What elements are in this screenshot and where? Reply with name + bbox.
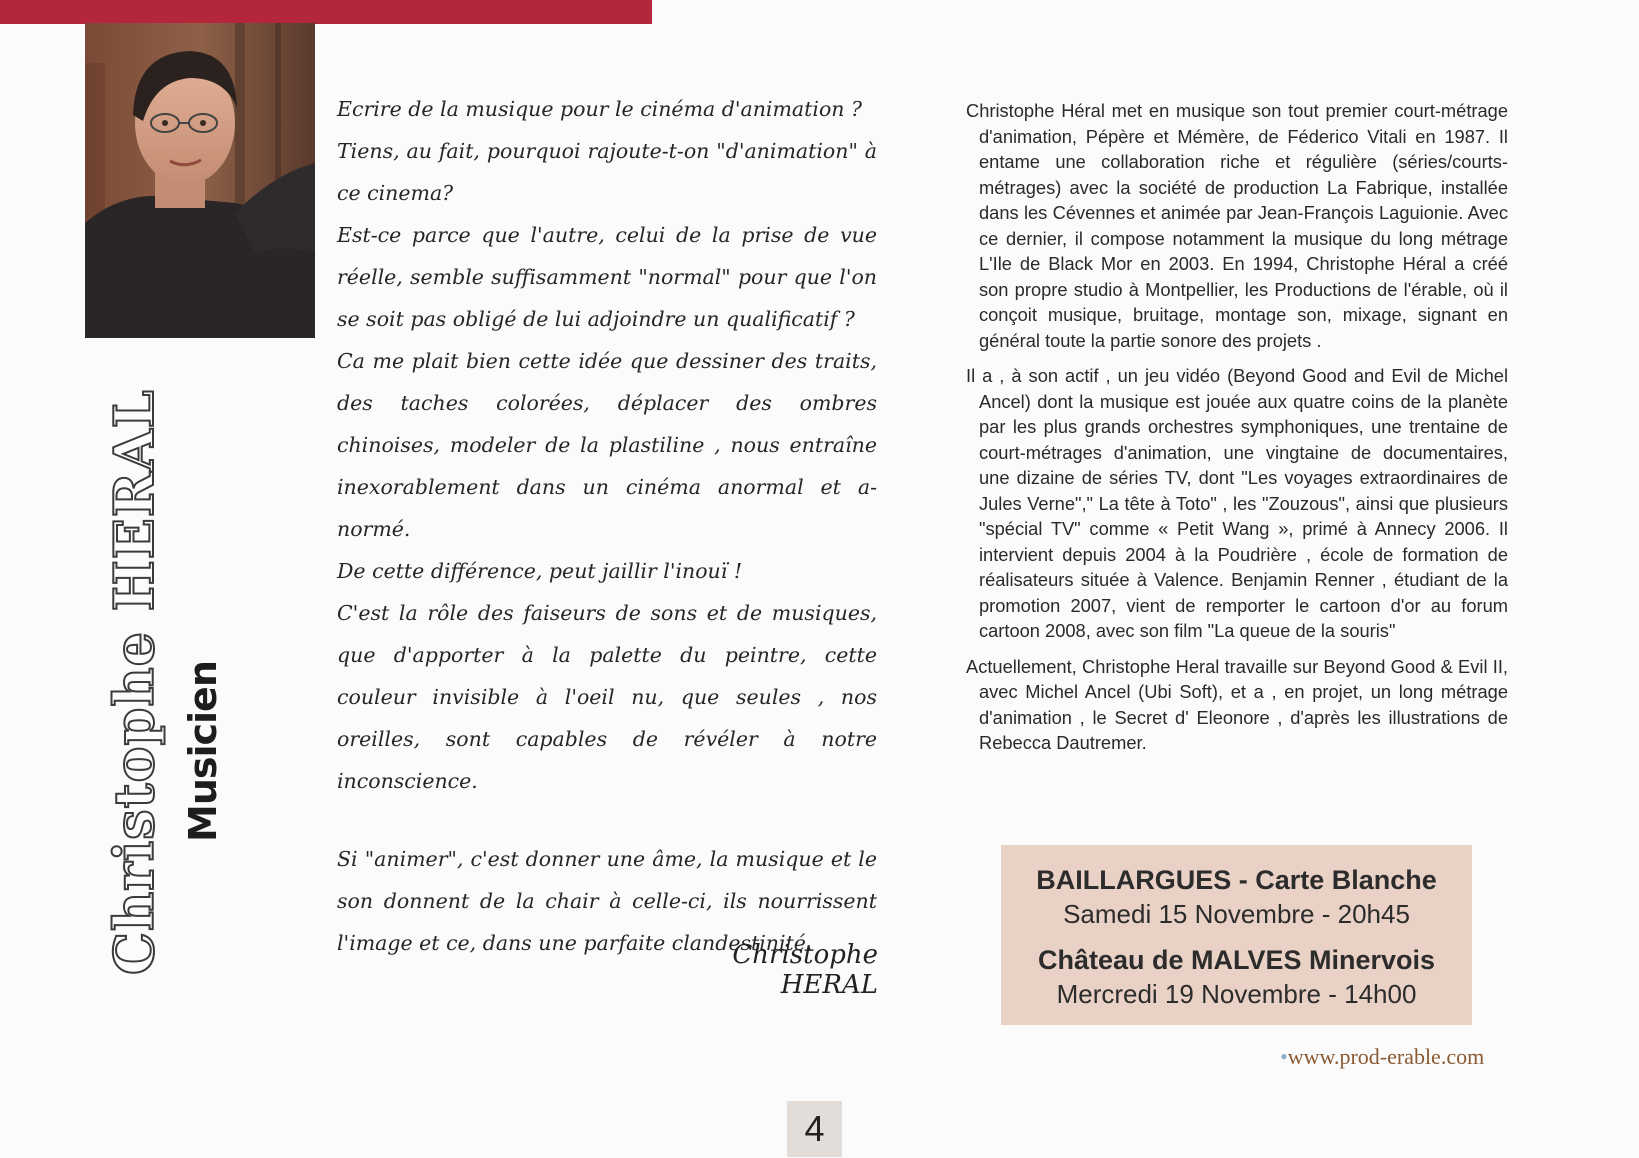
event-date: Samedi 15 Novembre - 20h45	[1063, 899, 1410, 929]
event-entry	[1001, 943, 1472, 1011]
portrait-photo	[85, 23, 315, 338]
event-entry	[1001, 863, 1472, 931]
bio-paragraph: Il a , à son actif , un jeu vidéo (Beyond Good and Evil de Michel Ancel) dont la musique est jouée aux quatre coins de la planète par les plus grands orchestres symphoniques, une trentaine de court-métrages d'animation, une vingtaine de documentaires, une dizaine de séries TV, dont "Les voyages extraordinaires de Jules Verne"," La tête à Toto" , les "Zouzous", ainsi que plusieurs "spécial TV" comme « Petit Wang », primé à Annecy 2006. Il intervient depuis 2004 à la Poudrière , école de formation de réalisateurs située à Valence. Benjamin Renner , étudiant de la promotion 2007, vient de remporter le cartoon d'or au forum cartoon 2008, avec son film "La queue de la souris"	[966, 365, 1508, 641]
bullet-icon: •	[1280, 1044, 1288, 1069]
portrait-photo-icon	[85, 23, 315, 338]
handwritten-quote	[337, 88, 877, 964]
quote-paragraph: C'est la rôle des faiseurs de sons et de musiques, que d'apporter à la palette du peintre, cette couleur invisible à l'oeil nu, que seules , nos oreilles, sont capables de révéler à notre inconscience.	[337, 601, 877, 793]
bio-paragraph: Actuellement, Christophe Heral travaille sur Beyond Good & Evil II, avec Michel Ancel (Ubi Soft), et a , en projet, un long métrage d'animation , le Secret d' Eleonore , d'après les illustrations de Rebecca Dautremer.	[966, 655, 1508, 753]
vertical-name: Christophe HERAL	[102, 389, 166, 975]
quote-paragraph: Ca me plait bien cette idée que dessiner des traits, des taches colorées, déplacer des ombres chinoises, modeler de la plastiline , nous entraîne inexorablement dans un cinéma anormal et a-normé.	[337, 349, 877, 541]
bio-paragraph: Christophe Héral met en musique son tout premier court-métrage d'animation, Pépère et Mémère, de Féderico Vitali en 1987. Il entame une collaboration riche et régulière (séries/courts-métrages) avec la société de production La Fabrique, installée dans les Cévennes et animée par Jean-François Laguionie. Avec ce dernier, il compose notamment la musique du long métrage L'Ile de Black Mor en 2003. En 1994, Christophe Héral a créé son propre studio à Montpellier, les Productions de l'érable, où il conçoit musique, bruitage, montage son, mixage, signant en général toute la partie sonore des projets .	[966, 100, 1508, 351]
event-date: Mercredi 19 Novembre - 14h00	[1056, 979, 1417, 1009]
quote-paragraph: Tiens, au fait, pourquoi rajoute-t-on "d'animation" à ce cinema?	[337, 139, 877, 205]
website-link[interactable]	[1280, 1044, 1530, 1070]
quote-paragraph: De cette différence, peut jaillir l'inouï !	[337, 559, 743, 583]
website-text[interactable]: www.prod-erable.com	[1287, 1044, 1485, 1069]
quote-paragraph: Est-ce parce que l'autre, celui de la prise de vue réelle, semble suffisamment "normal" pour que l'on se soit pas obligé de lui adjoindre un qualificatif ?	[337, 223, 877, 331]
vertical-title	[103, 330, 233, 975]
signature: Christophe HERAL	[732, 940, 878, 1000]
quote-paragraph: Si "animer", c'est donner une âme, la musique et le son donnent de la chair à celle-ci, ils nourrissent l'image et ce, dans une parfaite clandestinité.	[337, 847, 877, 955]
page-number: 4	[787, 1101, 842, 1157]
event-place: Château de MALVES Minervois	[1037, 945, 1436, 975]
quote-paragraph: Ecrire de la musique pour le cinéma d'animation ?	[337, 97, 862, 121]
top-accent-bar	[0, 0, 652, 24]
vertical-role: Musicien	[181, 661, 225, 842]
biography	[966, 98, 1508, 766]
event-place: BAILLARGUES - Carte Blanche	[1036, 865, 1437, 895]
event-box	[1001, 845, 1472, 1025]
